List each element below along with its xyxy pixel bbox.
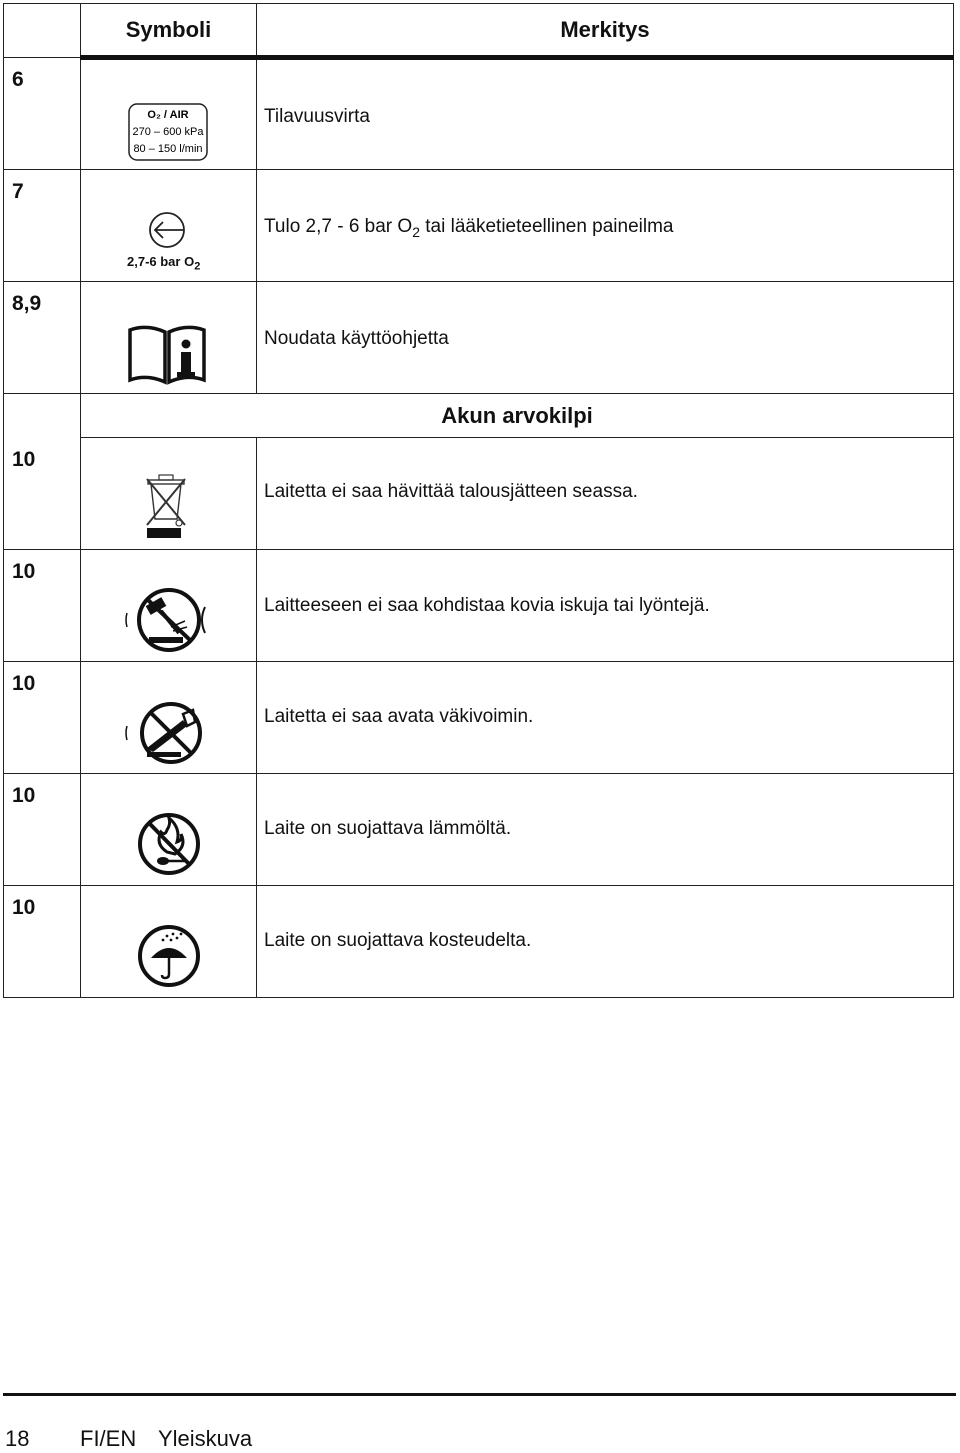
- symbol-cell: [81, 774, 257, 886]
- meaning-text: Laite on suojattava kosteudelta.: [264, 930, 532, 951]
- meaning-text: Laite on suojattava lämmöltä.: [264, 818, 512, 839]
- instructions-book-icon: [127, 324, 207, 386]
- meaning-cell: [257, 58, 954, 170]
- page-number: 18: [5, 1426, 30, 1451]
- row-number: 7: [4, 170, 81, 282]
- table-row: [4, 170, 954, 282]
- symbol-cell: [81, 170, 257, 282]
- table-row: [4, 662, 954, 774]
- table-row: [4, 550, 954, 662]
- table-row: [4, 58, 954, 170]
- header-meaning: Merkitys: [257, 4, 954, 58]
- meaning-text: Tulo 2,7 - 6 bar $O_2$ tai lääketieteellinen paineilma: [264, 216, 674, 240]
- meaning-cell: [257, 282, 954, 394]
- symbol-cell: [81, 886, 257, 998]
- no-fire-icon: [137, 812, 201, 876]
- flow-label-icon: [128, 103, 208, 161]
- table-row: [4, 886, 954, 998]
- no-saw-icon: [125, 702, 205, 766]
- table-row: [4, 438, 954, 550]
- symbol-table: [3, 3, 954, 998]
- symbol-cell: [81, 58, 257, 170]
- row-number: 10: [4, 774, 81, 886]
- symbol-cell: [81, 550, 257, 662]
- row-number-blank: [4, 394, 81, 438]
- gas-inlet-icon: [147, 210, 187, 250]
- row-number: 10: [4, 550, 81, 662]
- flow-label-line1: O₂ / AIR: [147, 109, 189, 121]
- meaning-text: Laitetta ei saa avata väkivoimin.: [264, 706, 534, 727]
- table-row: [4, 282, 954, 394]
- symbol-cell: [81, 438, 257, 550]
- table-row: [4, 394, 954, 438]
- meaning-cell: [257, 662, 954, 774]
- flow-label-line2: 270 – 600 kPa: [132, 126, 204, 138]
- table-row: [4, 774, 954, 886]
- footer-section: Yleiskuva: [158, 1426, 253, 1451]
- meaning-cell: [257, 550, 954, 662]
- no-hammer-icon: [125, 587, 209, 653]
- crossed-bin-icon: [145, 473, 189, 541]
- meaning-cell: [257, 170, 954, 282]
- meaning-text: Noudata käyttöohjetta: [264, 328, 449, 349]
- flow-label-line3: 80 – 150 l/min: [133, 143, 203, 155]
- header-number-cell: [4, 4, 81, 58]
- meaning-cell: [257, 438, 954, 550]
- footer-divider: [3, 1393, 956, 1396]
- meaning-cell: [257, 886, 954, 998]
- row-number: 10: [4, 438, 81, 550]
- symbol-cell: [81, 662, 257, 774]
- row-number: 8,9: [4, 282, 81, 394]
- section-subheader: Akun arvokilpi: [81, 394, 954, 438]
- umbrella-icon: [137, 924, 201, 988]
- header-symbol: Symboli: [81, 4, 257, 58]
- meaning-text: Laitteeseen ei saa kohdistaa kovia iskuja tai lyöntejä.: [264, 595, 710, 616]
- footer-language: FI/EN: [80, 1426, 137, 1451]
- row-number: 10: [4, 886, 81, 998]
- row-number: 6: [4, 58, 81, 170]
- meaning-text: Tilavuusvirta: [264, 106, 370, 127]
- meaning-cell: [257, 774, 954, 886]
- row-number: 10: [4, 662, 81, 774]
- meaning-text: Laitetta ei saa hävittää talousjätteen seassa.: [264, 481, 638, 502]
- gas-inlet-label: 2,7-6 bar $O_2$: [127, 254, 201, 273]
- symbol-cell: [81, 282, 257, 394]
